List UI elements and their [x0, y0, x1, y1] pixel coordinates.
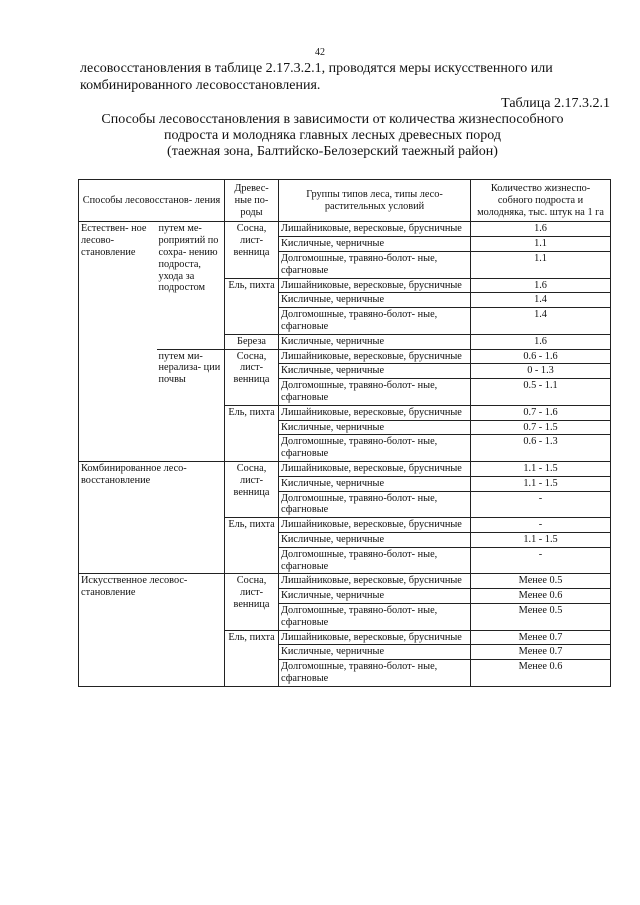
quantity-cell: 0 - 1.3 — [471, 364, 611, 379]
species-spruce-fir: Ель, пихта — [225, 278, 279, 334]
forest-type-cell: Кисличные, черничные — [279, 589, 471, 604]
intro-paragraph — [80, 60, 610, 94]
forest-type-cell: Лишайниковые, вересковые, брусничные — [279, 461, 471, 476]
forest-type-cell: Долгомошные, травяно-болот- ные, сфагновые — [279, 660, 471, 687]
quantity-cell: Менее 0.5 — [471, 574, 611, 589]
quantity-cell: 0.6 - 1.3 — [471, 435, 611, 462]
forest-type-cell: Кисличные, черничные — [279, 420, 471, 435]
table-number: Таблица 2.17.3.2.1 — [501, 96, 610, 111]
forest-type-cell: Лишайниковые, вересковые, брусничные — [279, 349, 471, 364]
forest-type-cell: Долгомошные, травяно-болот- ные, сфагновые — [279, 491, 471, 518]
method-combined: Комбинированное лесо- восстановление — [79, 461, 225, 573]
quantity-cell: 0.7 - 1.5 — [471, 420, 611, 435]
method-natural-preservation: путем ме- роприятий по сохра- нению подроста, ухода за подростом — [157, 222, 225, 349]
forest-type-cell: Лишайниковые, вересковые, брусничные — [279, 222, 471, 237]
quantity-cell: 1.6 — [471, 222, 611, 237]
species-pine-larch: Сосна, лист- венница — [225, 574, 279, 630]
forest-type-cell: Лишайниковые, вересковые, брусничные — [279, 405, 471, 420]
reforestation-table — [78, 179, 611, 687]
forest-type-cell: Кисличные, черничные — [279, 293, 471, 308]
table-row — [79, 349, 611, 364]
quantity-cell: 0.7 - 1.6 — [471, 405, 611, 420]
header-species: Древес- ные по- роды — [225, 180, 279, 222]
species-spruce-fir: Ель, пихта — [225, 518, 279, 574]
quantity-cell: 1.1 - 1.5 — [471, 461, 611, 476]
intro-line-2: комбинированного лесовосстановления. — [80, 78, 321, 93]
header-quantity: Количество жизнеспо- собного подроста и молодняка, тыс. штук на 1 га — [471, 180, 611, 222]
forest-type-cell: Кисличные, черничные — [279, 645, 471, 660]
quantity-cell: - — [471, 518, 611, 533]
quantity-cell: Менее 0.7 — [471, 645, 611, 660]
table-title — [60, 112, 605, 160]
table-title-line-3: (таежная зона, Балтийско-Белозерский таежный район) — [167, 144, 498, 159]
forest-type-cell: Долгомошные, травяно-болот- ные, сфагновые — [279, 435, 471, 462]
species-birch: Береза — [225, 334, 279, 349]
quantity-cell: 1.1 — [471, 237, 611, 252]
method-natural-mineralization: путем ми- нерализа- ции почвы — [157, 349, 225, 461]
quantity-cell: 1.1 - 1.5 — [471, 532, 611, 547]
table-row — [79, 461, 611, 476]
intro-line-1: лесовосстановления в таблице 2.17.3.2.1, проводятся меры искусственного или — [80, 61, 553, 76]
quantity-cell: - — [471, 491, 611, 518]
method-artificial: Искусственное лесовос- становление — [79, 574, 225, 686]
quantity-cell: Менее 0.7 — [471, 630, 611, 645]
forest-type-cell: Долгомошные, травяно-болот- ные, сфагновые — [279, 308, 471, 335]
header-forest-types: Группы типов леса, типы лесо- растительных условий — [279, 180, 471, 222]
species-spruce-fir: Ель, пихта — [225, 405, 279, 461]
quantity-cell: Менее 0.5 — [471, 603, 611, 630]
quantity-cell: 0.6 - 1.6 — [471, 349, 611, 364]
forest-type-cell: Кисличные, черничные — [279, 237, 471, 252]
forest-type-cell: Кисличные, черничные — [279, 364, 471, 379]
forest-type-cell: Кисличные, черничные — [279, 334, 471, 349]
species-pine-larch: Сосна, лист- венница — [225, 349, 279, 405]
forest-type-cell: Долгомошные, травяно-болот- ные, сфагновые — [279, 251, 471, 278]
forest-type-cell: Лишайниковые, вересковые, брусничные — [279, 518, 471, 533]
quantity-cell: - — [471, 547, 611, 574]
table-header-row — [79, 180, 611, 222]
forest-type-cell: Долгомошные, травяно-болот- ные, сфагновые — [279, 547, 471, 574]
method-natural: Естествен- ное лесово- становление — [79, 222, 157, 462]
quantity-cell: 1.1 - 1.5 — [471, 476, 611, 491]
header-methods: Способы лесовосстанов- ления — [79, 180, 225, 222]
quantity-cell: 1.1 — [471, 251, 611, 278]
forest-type-cell: Лишайниковые, вересковые, брусничные — [279, 574, 471, 589]
species-spruce-fir: Ель, пихта — [225, 630, 279, 686]
table-row — [79, 574, 611, 589]
quantity-cell: 1.6 — [471, 278, 611, 293]
quantity-cell: 1.4 — [471, 308, 611, 335]
quantity-cell: 0.5 - 1.1 — [471, 379, 611, 406]
forest-type-cell: Лишайниковые, вересковые, брусничные — [279, 630, 471, 645]
forest-type-cell: Долгомошные, травяно-болот- ные, сфагновые — [279, 603, 471, 630]
species-pine-larch: Сосна, лист- венница — [225, 461, 279, 517]
quantity-cell: 1.6 — [471, 334, 611, 349]
forest-type-cell: Кисличные, черничные — [279, 476, 471, 491]
forest-type-cell: Лишайниковые, вересковые, брусничные — [279, 278, 471, 293]
species-pine-larch: Сосна, лист- венница — [225, 222, 279, 278]
forest-type-cell: Кисличные, черничные — [279, 532, 471, 547]
quantity-cell: Менее 0.6 — [471, 660, 611, 687]
table-title-line-1: Способы лесовосстановления в зависимости от количества жизнеспособного — [101, 112, 564, 127]
table-title-line-2: подроста и молодняка главных лесных древесных пород — [163, 128, 502, 143]
quantity-cell: 1.4 — [471, 293, 611, 308]
page-number: 42 — [315, 47, 325, 58]
quantity-cell: Менее 0.6 — [471, 589, 611, 604]
forest-type-cell: Долгомошные, травяно-болот- ные, сфагновые — [279, 379, 471, 406]
table-row — [79, 222, 611, 237]
